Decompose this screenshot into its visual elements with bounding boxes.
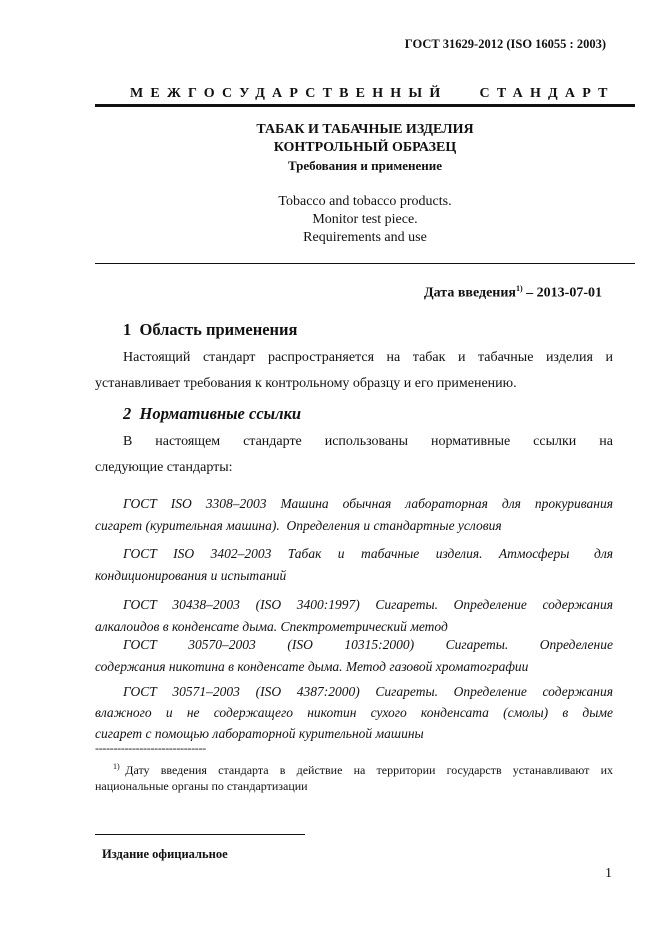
title-rule [95, 263, 635, 264]
section-1-heading: 1 Область применения [123, 320, 298, 339]
title-en-line3: Requirements and use [303, 230, 427, 245]
intro-word: на [599, 434, 613, 449]
footnote-mark: 1) [516, 284, 523, 293]
reference-4-word: 10315:2000) [344, 637, 415, 652]
introduction-date-value: 2013-07-01 [536, 285, 602, 301]
page-number: 1 [605, 866, 612, 881]
footnote-separator: ------------------------------ [95, 741, 206, 755]
intro-word: В [123, 434, 133, 449]
introduction-date-dash: – [526, 285, 534, 301]
intro-word: нормативные [431, 434, 511, 449]
footnote-text-line1: Дату введения стандарта в действие на территории государств устанавливают их [125, 763, 613, 777]
reference-1-line2: сигарет (курительная машина). Определения и стандартные условия [95, 518, 502, 533]
title-ru-line1: ТАБАК И ТАБАЧНЫЕ ИЗДЕЛИЯ [256, 122, 474, 137]
reference-5-line1: ГОСТ 30571–2003 (ISO 4387:2000) Сигареты. Определение содержания [123, 684, 613, 699]
reference-1-line1: ГОСТ ISO 3308–2003 Машина обычная лабораторная для прокуривания [123, 496, 613, 511]
title-ru-line2: КОНТРОЛЬНЫЙ ОБРАЗЕЦ [273, 140, 457, 155]
introduction-date-label: Дата введения [424, 285, 516, 301]
section-2-intro-line1 [123, 434, 613, 450]
reference-4-word: ГОСТ [123, 637, 157, 652]
reference-4-word: Определение [539, 637, 613, 652]
section-2-heading: 2 Нормативные ссылки [123, 404, 302, 423]
reference-3-line2: алкалоидов в конденсате дыма. Спектрометрический метод [95, 619, 448, 634]
footnote-line1 [113, 762, 613, 778]
footnote-line2: национальные органы по стандартизации [95, 779, 308, 793]
interstate-standard-banner: МЕЖГОСУДАРСТВЕННЫЙ СТАНДАРТ [130, 86, 615, 101]
intro-word: использованы [324, 434, 409, 449]
reference-3-line1: ГОСТ 30438–2003 (ISO 3400:1997) Сигареты. Определение содержания [123, 597, 613, 612]
standard-number: ГОСТ 31629-2012 (ISO 16055 : 2003) [404, 37, 606, 51]
footer-rule [95, 834, 305, 835]
intro-word: ссылки [533, 434, 577, 449]
section-1-paragraph-line2: устанавливает требования к контрольному образцу и его применению. [95, 376, 517, 391]
banner-rule [95, 104, 635, 107]
reference-2-line2: кондиционирования и испытаний [95, 568, 287, 583]
reference-2-line1: ГОСТ ISO 3402–2003 Табак и табачные изделия. Атмосферы для [123, 546, 613, 561]
reference-4-word: (ISO [287, 637, 313, 652]
title-en-line1: Tobacco and tobacco products. [278, 194, 452, 209]
reference-4-word: 30570–2003 [188, 637, 256, 652]
introduction-date [424, 284, 602, 302]
reference-4-line1 [123, 637, 613, 653]
official-edition-label: Издание официальное [102, 847, 228, 861]
reference-4-line2: содержания никотина в конденсате дыма. Метод газовой хроматографии [95, 659, 529, 674]
reference-5-line2: влажного и не содержащего никотин сухого конденсата (смолы) в дыме [95, 705, 613, 720]
reference-4-word: Сигареты. [445, 637, 509, 652]
section-1-paragraph-line1: Настоящий стандарт распространяется на табак и табачные изделия и [123, 350, 613, 365]
title-ru-subtitle: Требования и применение [287, 158, 443, 173]
reference-5-line3: сигарет с помощью лабораторной курительной машины [95, 726, 424, 741]
section-2-intro-line2: следующие стандарты: [95, 460, 233, 475]
footnote-mark: 1) [113, 762, 120, 771]
title-en-line2: Monitor test piece. [312, 212, 418, 227]
intro-word: стандарте [243, 434, 302, 449]
intro-word: настоящем [155, 434, 221, 449]
